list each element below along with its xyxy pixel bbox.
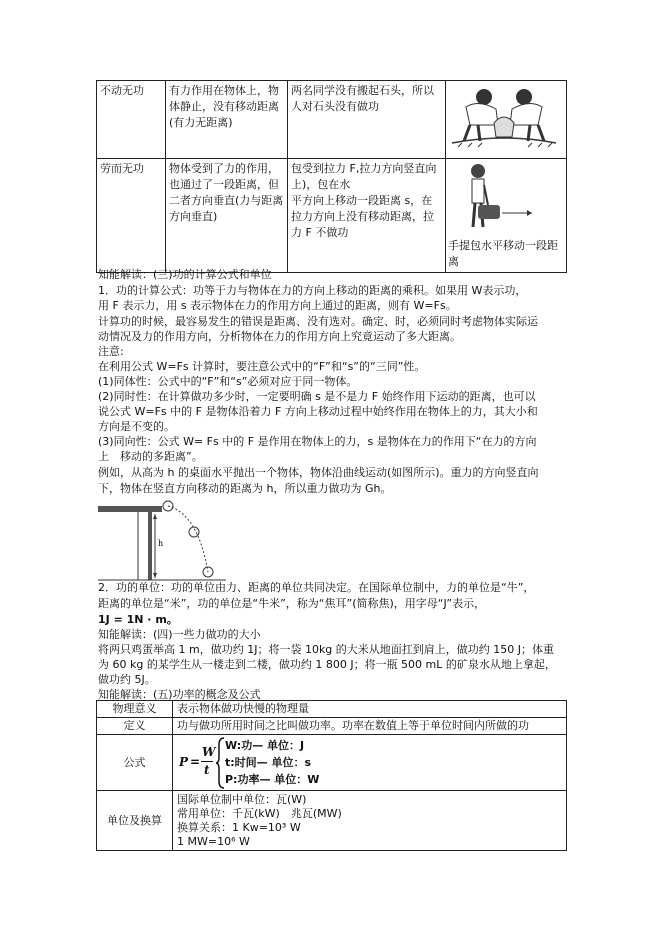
table-row <box>97 159 567 273</box>
case-description: 有力作用在物体上，物体静止，没有移动距离(有力无距离) <box>166 81 288 159</box>
paragraph-line: (3)同向性：公式 W= Fs 中的 F 是作用在物体上的力，s 是物体在力的作用下“在力的方向 <box>98 435 537 448</box>
paragraph-line: 1J = 1N · m。 <box>98 613 178 626</box>
formula-line: P:功率— 单位：W <box>225 772 320 786</box>
paragraph-line: (1)同体性：公式中的“F”和“s”必须对应于同一物体。 <box>98 375 358 388</box>
paragraph-line: 2．功的单位：功的单位由力、距离的单位共同决定。在国际单位制中，力的单位是“牛”， <box>98 581 535 594</box>
projectile-figure <box>98 500 228 582</box>
table-row <box>97 735 567 791</box>
image-cell <box>446 159 567 273</box>
paragraph-line: 1．功的计算公式：功等于力与物体在力的方向上移动的距离的乘积。如果用 W表示功， <box>98 284 527 297</box>
row-label: 定义 <box>97 718 173 735</box>
formula-denominator: t <box>204 762 210 777</box>
table-row <box>97 81 567 159</box>
unit-line: 常用单位：千瓦(kW) 兆瓦(MW) <box>177 806 342 820</box>
brace-icon <box>215 737 225 789</box>
unit-cell <box>173 791 567 851</box>
section-heading: 知能解读：(三)功的计算公式和单位 <box>98 268 272 281</box>
paragraph-line: (2)同时性：在计算做功多少时，一定要明确 s 是不是力 F 始终作用下运动的距离，也可以 <box>98 390 536 403</box>
table-row <box>97 791 567 851</box>
row-value: 表示物体做功快慢的物理量 <box>173 701 567 718</box>
unit-line: 换算关系：1 Kw=10³ W <box>177 820 301 834</box>
fraction-bar <box>201 761 213 762</box>
paragraph-line: 距离的单位是“米”，功的单位是“牛米”，称为“焦耳”(简称焦)，用字母“J”表示， <box>98 597 486 610</box>
formula-line: t:时间— 单位：s <box>225 755 312 769</box>
paragraph-line: 做功约 5J。 <box>98 673 156 686</box>
note-label: 注意: <box>98 345 124 358</box>
row-label: 单位及换算 <box>97 791 173 851</box>
section-heading: 知能解读：(五)功率的概念及公式 <box>98 688 261 701</box>
paragraph-line: 上 移动的多距离”。 <box>98 450 203 463</box>
formula-equals: = <box>190 754 201 769</box>
case-description: 物体受到了力的作用，也通过了一段距离，但二者方向垂直(力与距离方向垂直) <box>166 159 288 273</box>
row-label: 物理意义 <box>97 701 173 718</box>
formula-line: W:功— 单位：J <box>225 738 305 752</box>
paragraph-line: 动情况及力的作用方向，分析物体在力的作用方向上究竟运动了多大距离。 <box>98 330 461 343</box>
paragraph-line: 在利用公式 W=Fs 计算时，要注意公式中的“F”和“s”的“三同”性。 <box>98 360 426 373</box>
paragraph-line: 计算功的时候，最容易发生的错误是距离、没有选对。确定、时，必须同时考虑物体实际运 <box>98 315 538 328</box>
unit-line: 国际单位制中单位：瓦(W) <box>177 792 307 806</box>
formula-numerator: W <box>202 744 216 759</box>
case-example-line2: 平方向上移动一段距离 s，在拉力方向上没有移动距离，拉力 F 不做功 <box>291 194 434 239</box>
paragraph-line: 方向是不变的。 <box>98 420 175 433</box>
paragraph-line: 说公式 W=Fs 中的 F 是物体沿着力 F 方向上移动过程中始终作用在物体上的力，其大小和 <box>98 405 538 418</box>
table-row <box>97 718 567 735</box>
person-carrying-bag-illustration <box>448 161 560 233</box>
case-name: 不动无功 <box>97 81 166 159</box>
paragraph-line: 用 F 表示力，用 s 表示物体在力的作用方向上通过的距离，则有 W=Fs。 <box>98 299 457 312</box>
table-row <box>97 701 567 718</box>
formula-p: P <box>179 754 189 769</box>
paragraph-line: 下，物体在竖直方向移动的距离为 h，所以重力做功为 Gh。 <box>98 482 392 495</box>
paragraph-line: 例如，从高为 h 的桌面水平抛出一个物体，物体沿曲线运动(如图所示)。重力的方向竖直向 <box>98 466 539 479</box>
paragraph-line: 将两只鸡蛋举高 1 m，做功约 1J；将一袋 10kg 的大米从地面扛到肩上，做功约 150 J；体重 <box>98 643 555 656</box>
row-value: 功与做功所用时间之比叫做功率。功率在数值上等于单位时间内所做的功 <box>173 718 567 735</box>
row-label: 公式 <box>97 735 173 791</box>
case-example <box>288 159 446 273</box>
students-lifting-stone-illustration <box>448 83 560 151</box>
image-caption: 手提包水平移动一段距离 <box>448 239 558 268</box>
power-table <box>96 700 567 851</box>
case-example: 两名同学没有搬起石头，所以人对石头没有做功 <box>288 81 446 159</box>
paragraph-line: 为 60 kg 的某学生从一楼走到二楼，做功约 1 800 J；将一瓶 500 mL 的矿泉水从地上拿起， <box>98 658 556 671</box>
formula-cell <box>173 735 567 791</box>
height-label: h <box>158 539 164 548</box>
case-example-line1: 包受到拉力 F,拉力方向竖直向上)，包在水 <box>291 162 437 191</box>
case-name: 劳而无功 <box>97 159 166 273</box>
image-cell <box>446 81 567 159</box>
work-cases-table <box>96 80 567 273</box>
section-heading: 知能解读：(四)一些力做功的大小 <box>98 628 261 641</box>
unit-line: 1 MW=10⁶ W <box>177 834 250 848</box>
